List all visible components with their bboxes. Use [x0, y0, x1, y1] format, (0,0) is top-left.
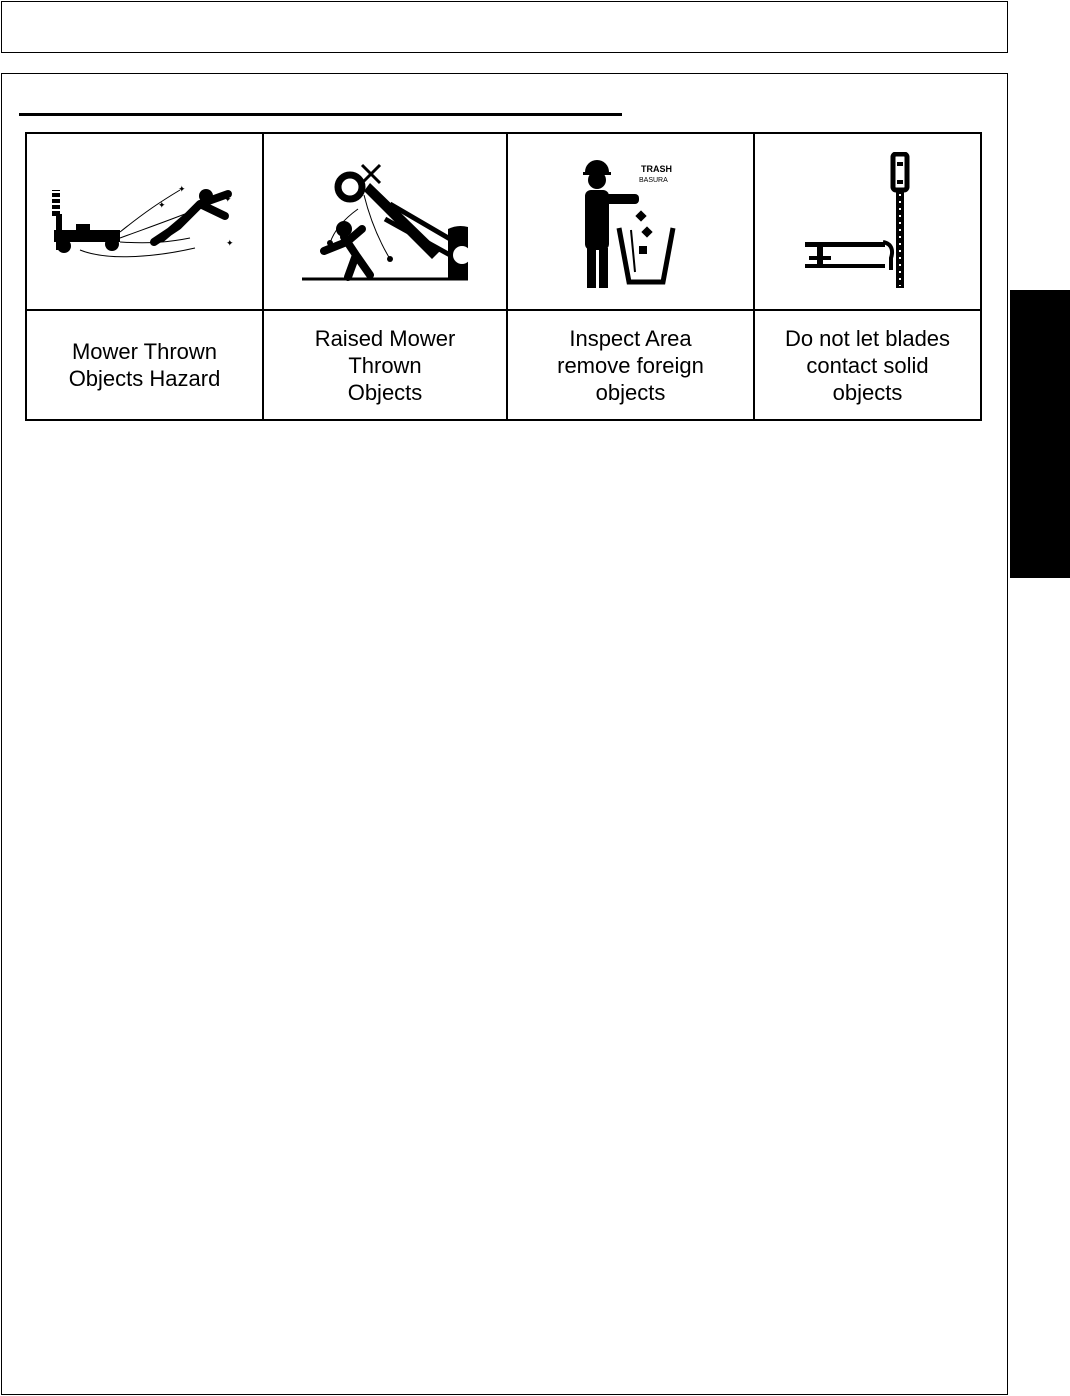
svg-text:✦: ✦	[177, 184, 186, 195]
section-heading-rule	[19, 113, 622, 116]
pictorial-labels-row	[26, 310, 981, 420]
pictorial-icons-row	[26, 133, 981, 310]
pictorial-cell-2	[263, 133, 507, 310]
pictorial-label: Mower Thrown Objects Hazard	[68, 339, 221, 391]
trash-sign-text: TRASH	[640, 164, 672, 174]
safety-pictorials-table	[25, 132, 982, 421]
svg-text:✦: ✦	[157, 200, 166, 211]
svg-text:✦: ✦	[223, 194, 232, 205]
pictorial-cell-4	[754, 133, 981, 310]
pictorial-label-cell-2	[263, 310, 507, 420]
pictorial-label-cell-3	[507, 310, 754, 420]
trash-disposal-icon	[581, 154, 681, 289]
pictorial-cell-3	[507, 133, 754, 310]
pictorial-label: Inspect Area remove foreign objects	[557, 325, 704, 405]
page-header-box	[1, 1, 1008, 53]
basura-sign-text: BASURA	[638, 177, 668, 184]
pictorial-label: Do not let blades contact solid objects	[784, 325, 951, 405]
pictorial-cell-1	[26, 133, 263, 310]
pictorial-label-cell-1	[26, 310, 263, 420]
pictorial-label: Raised Mower Thrown Objects	[314, 325, 456, 405]
mower-thrown-objects-icon	[50, 182, 240, 262]
pictorial-label-cell-4	[754, 310, 981, 420]
blade-contact-solid-object-icon	[803, 152, 933, 292]
raised-mower-thrown-objects-icon	[300, 159, 470, 284]
section-side-tab	[1010, 290, 1070, 578]
svg-text:✦: ✦	[225, 238, 234, 249]
